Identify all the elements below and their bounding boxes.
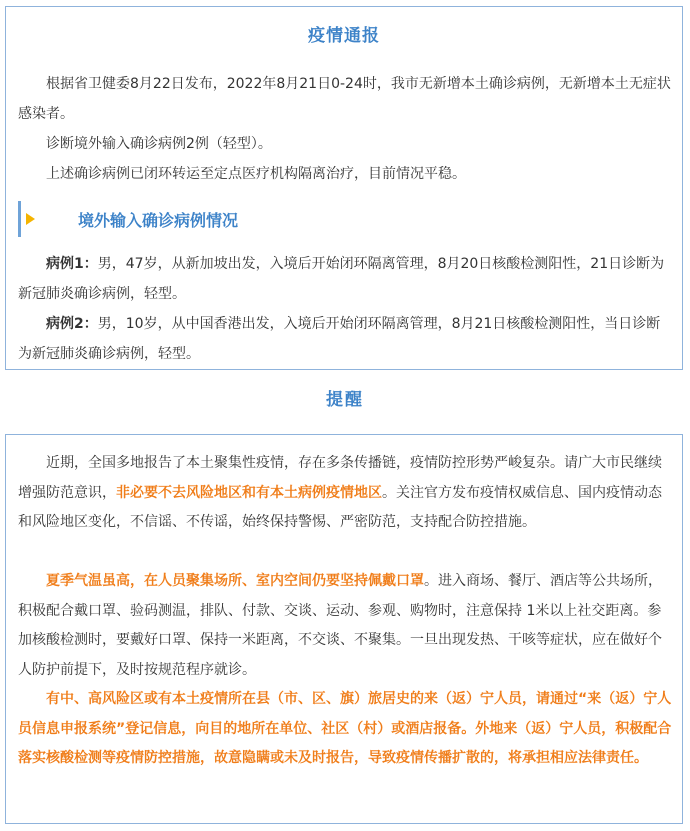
notice-panel [5, 6, 683, 370]
reminder-highlight: 有中、高风险区或有本土疫情所在县（市、区、旗）旅居史的来（返）宁人员，请通过“来（返）宁人员信息申报系统”登记信息，向目的地所在单位、社区（村）或酒店报备。外地来（返）宁人员，积极配合落实核酸检测等疫情防控措施，故意隐瞒或未及时报告，导致疫情传播扩散的，将承担相应法律责任。 [18, 691, 672, 766]
notice-paragraph-summary: 根据省卫健委8月22日发布，2022年8月21日0-24时，我市无新增本土确诊病例，无新增本土无症状感染者。 [18, 76, 671, 122]
section-heading-label: 境外输入确诊病例情况 [78, 211, 239, 230]
reminder-text: 。进入商场、餐厅、酒店等公共场所，积极配合戴口罩、验码测温，排队、付款、交谈、运动、参观、购物时，注意保持 1米以上社交距离。参加核酸检测时，要戴好口罩、保持一米距离，不交谈、不聚集。一旦出现发热、干咳等症状，应在做好个人防护前提下，及时按规范程序就诊。 [18, 573, 662, 678]
reminder-panel [5, 434, 683, 824]
section-heading [18, 201, 318, 237]
reminder-paragraph-3 [18, 685, 674, 774]
reminder-paragraph-1 [18, 449, 674, 538]
notice-paragraph-imported: 诊断境外输入确诊病例2例（轻型）。 [18, 136, 272, 152]
reminder-text: 。关注官方发布疫情权威信息、国内疫情动态和风险地区变化，不信谣、不传谣，始终保持警惕、严密防范，支持配合防控措施。 [18, 484, 662, 530]
reminder-highlight: 非必要不去风险地区和有本土病例疫情地区 [116, 484, 382, 501]
notice-paragraph-treatment: 上述确诊病例已闭环转运至定点医疗机构隔离治疗，目前情况平稳。 [18, 166, 466, 182]
reminder-title: 提醒 [326, 390, 364, 410]
triangle-arrow-icon [26, 213, 35, 225]
reminder-text: 近期，全国多地报告了本土聚集性疫情，存在多条传播链，疫情防控形势严峻复杂。请广大市民继续增强防范意识， [18, 455, 662, 501]
section-heading-bar [18, 201, 21, 237]
notice-title: 疫情通报 [308, 26, 380, 46]
case-label: 病例1： [46, 256, 98, 272]
case-label: 病例2： [46, 316, 98, 332]
reminder-highlight: 夏季气温虽高，在人员聚集场所、室内空间仍要坚持佩戴口罩 [46, 573, 424, 589]
reminder-paragraph-2 [18, 567, 674, 685]
case-text: 男，47岁，从新加坡出发，入境后开始闭环隔离管理，8月20日核酸检测阳性，21日诊断为新冠肺炎确诊病例，轻型。 [18, 256, 665, 302]
case-item-1 [18, 249, 672, 309]
case-item-2 [18, 309, 672, 369]
case-text: 男，10岁，从中国香港出发，入境后开始闭环隔离管理，8月21日核酸检测阳性，当日诊断为新冠肺炎确诊病例，轻型。 [18, 316, 661, 362]
